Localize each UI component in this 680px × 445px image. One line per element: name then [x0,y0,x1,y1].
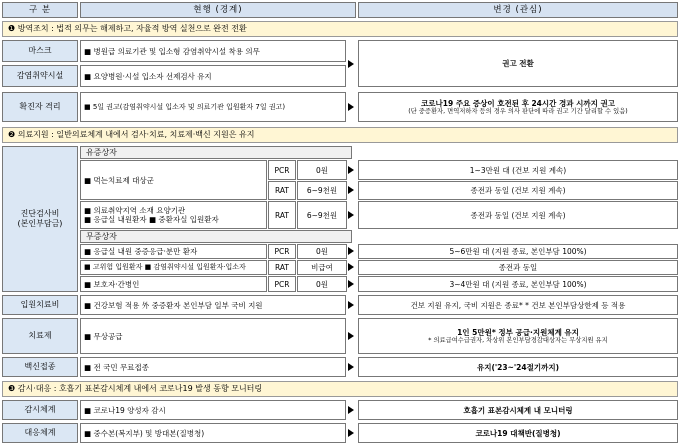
current-guardian: ■ 보호자·간병인 [80,276,267,292]
rat-label: RAT [268,201,296,229]
change-medical-vulnerable: 종전과 동일 (건보 지원 계속) [358,201,678,229]
current-medical-vulnerable [80,201,267,229]
rat-cost: 6~9천원 [297,181,347,200]
header-change: 변경 (관심) [358,2,678,18]
section-3-title [2,381,678,397]
pcr-cost: 0원 [297,160,347,180]
label-surveillance: 감시체계 [2,400,78,420]
current-mask: ■ 병원급 의료기관 및 입소형 감염취약시설 착용 의무 [80,40,346,62]
label-mask: 마스크 [2,40,78,62]
section-1-title-text: ❶ 방역조치 : 법적 의무는 해제하고, 자율적 방역 실천으로 완전 전환 [8,24,247,34]
change-treatment-drug [358,318,678,354]
section-2-title-text: ❷ 의료지원 : 일반의료체계 내에서 검사·치료, 치료제·백신 지원은 유지 [8,130,255,140]
label-response: 대응체계 [2,423,78,443]
arrow-right-icon [348,247,354,255]
arrow-right-icon [348,103,354,111]
current-medical-vulnerable-1: ■ 의료취약지역 소재 요양기관 [84,206,186,215]
rat-label: RAT [268,260,296,275]
current-emergency: ■ 응급실 내원 중증응급·분만 환자 [80,244,267,259]
header-current: 현행 (경계) [80,2,356,18]
change-oral-pcr: 1~3만원 대 (건보 지원 계속) [358,160,678,180]
current-treatment-drug: ■ 무상공급 [80,318,346,354]
section-2-title [2,127,678,143]
current-isolation: ■ 5일 권고(감염취약시설 입소자 및 의료기관 입원환자 7일 권고) [80,92,346,122]
arrow-right-icon [348,263,354,271]
change-vaccine: 유지('23~'24절기까지) [358,357,678,377]
label-vaccine: 백신접종 [2,357,78,377]
arrow-right-icon [348,406,354,414]
label-test-cost [2,146,78,292]
rat-cost: 6~9천원 [297,201,347,229]
pcr-cost: 0원 [297,276,347,292]
arrow-right-icon [348,60,354,68]
group-symptomatic: 유증상자 [80,146,352,159]
pcr-label: PCR [268,160,296,180]
current-vulnerable-facility: ■ 요양병원·시설 입소자 선제검사 유지 [80,65,346,87]
arrow-right-icon [348,301,354,309]
current-hospitalization: ■ 건강보험 적용 外 중증환자 본인부담 일부 국비 지원 [80,295,346,315]
current-oral-drug-target: ■ 먹는치료제 대상군 [80,160,267,200]
arrow-right-icon [348,166,354,174]
arrow-right-icon [348,211,354,219]
label-vulnerable-facility: 감염취약시설 [2,65,78,87]
arrow-right-icon [348,429,354,437]
change-oral-rat: 종전과 동일 (건보 지원 계속) [358,181,678,200]
header-category: 구 분 [2,2,78,18]
current-surveillance: ■ 코로나19 양성자 감시 [80,400,346,420]
current-high-risk: ■ 고위험 입원환자 ■ 감염취약시설 입원환자·입소자 [80,260,267,275]
change-guardian: 3~4만원 대 (지원 종료, 본인부담 100%) [358,276,678,292]
change-emergency: 5~6만원 대 (지원 종료, 본인부담 100%) [358,244,678,259]
change-mask: 권고 전환 [358,40,678,87]
pcr-cost: 0원 [297,244,347,259]
section-1-title [2,21,678,37]
group-asymptomatic: 무증상자 [80,230,352,243]
section-3-title-text: ❸ 감시·대응 : 호흡기 표본감시체계 내에서 코로나19 발생 동향 모니터링 [8,384,263,394]
current-vaccine: ■ 전 국민 무료접종 [80,357,346,377]
change-response: 코로나19 대책반(질병청) [358,423,678,443]
change-hospitalization: 건보 지원 유지, 국비 지원은 종료* * 건보 본인부담상한제 등 적용 [358,295,678,315]
change-treatment-drug-note: * 의료급여수급권자, 차상위 본인부담경감대상자는 무상지원 유지 [428,336,608,344]
change-surveillance: 호흡기 표본감시체계 내 모니터링 [358,400,678,420]
arrow-right-icon [348,186,354,194]
pcr-label: PCR [268,276,296,292]
label-isolation: 확진자 격리 [2,92,78,122]
arrow-right-icon [348,363,354,371]
change-isolation [358,92,678,122]
rat-label: RAT [268,181,296,200]
arrow-right-icon [348,280,354,288]
change-isolation-main: 코로나19 주요 증상이 호전된 후 24시간 경과 시까지 권고 [421,98,615,108]
current-response: ■ 중수본(복지부) 및 방대본(질병청) [80,423,346,443]
change-high-risk: 종전과 동일 [358,260,678,275]
change-treatment-drug-main: 1인 5만원* 정부 공급·지원체계 유지 [457,327,579,337]
change-isolation-note: (단 중증환자, 면역저하자 등의 경우 의사 판단에 따라 권고 기간 달리할 수 있음) [408,107,628,115]
arrow-right-icon [348,332,354,340]
label-treatment-drug: 치료제 [2,318,78,354]
current-medical-vulnerable-2: ■ 응급실 내원환자 ■ 중환자실 입원환자 [84,215,219,224]
label-hospitalization: 입원치료비 [2,295,78,315]
pcr-label: PCR [268,244,296,259]
label-test-cost-sub: (본인부담금) [17,219,63,228]
rat-cost: 비급여 [297,260,347,275]
label-test-cost-main: 진단검사비 [20,209,60,219]
